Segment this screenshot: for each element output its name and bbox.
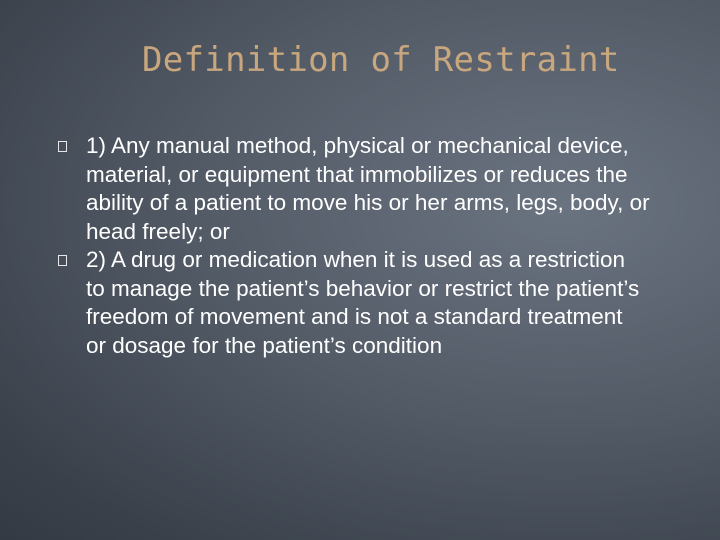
- bullet-box-icon: [58, 141, 67, 152]
- bullet-item-1: [82, 132, 682, 246]
- bullet-item-2: [82, 246, 646, 360]
- slide-title: Definition of Restraint: [142, 40, 620, 80]
- bullet-box-icon: [58, 255, 67, 266]
- bullet-text: 1) Any manual method, physical or mechanical device, material, or equipment that immobilizes or reduces the ability of a patient to move his or her arms, legs, body, or head freely; or: [86, 133, 650, 244]
- bullet-text: 2) A drug or medication when it is used as a restriction to manage the patient’s behavior or restrict the patient’s freedom of movement and is not a standard treatment or dosage for the patient’s condition: [86, 247, 640, 358]
- bullet-list: [82, 132, 682, 360]
